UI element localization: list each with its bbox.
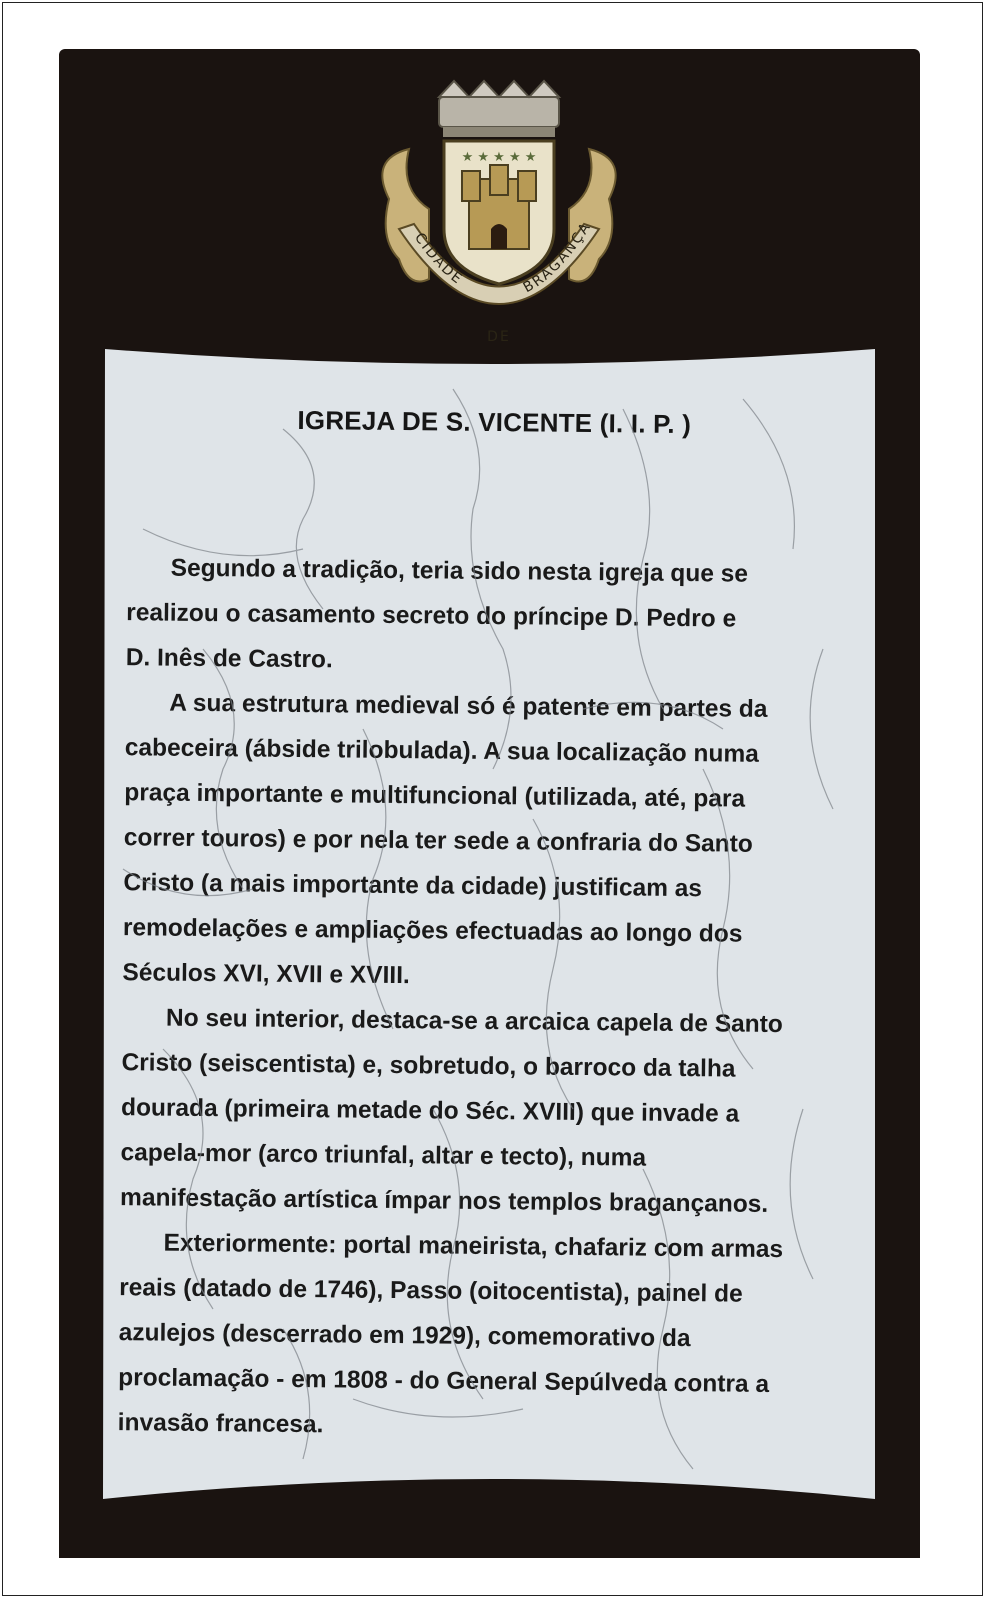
motto-center-text: DE [487,329,511,345]
svg-text:★ ★ ★ ★ ★: ★ ★ ★ ★ ★ [461,150,537,165]
motto-right-text: BRAGANÇA [520,218,595,297]
plaque-text-area [97,345,881,1503]
information-plaque [103,349,875,1499]
plaque-title: IGREJA DE S. VICENTE (I. I. P. ) [297,404,692,440]
plaque-body [118,545,887,1453]
paragraph-exterior: Exteriormente: portal maneirista, chafariz com armas reais (datado de 1746), Passo (oitocentista), painel de azulejos (descerrado em 1929), comemorativo da proclamação - em 1808 - do General Sepúlveda contra a invasão francesa. [117,1229,784,1439]
coat-of-arms-crest [369,79,629,359]
dark-wooden-board [59,49,920,1558]
motto-left-text: CIDADE [411,230,466,289]
paragraph-tradition: Segundo a tradição, teria sido nesta igreja que se realizou o casamento secreto do príncipe D. Pedro e D. Inês de Castro. [125,554,749,674]
paragraph-interior: No seu interior, destaca-se a arcaica capela de Santo Cristo (seiscentista) e, sobretudo, o barroco da talha dourada (primeira metade do Séc. XVIII) que invade a capela-mor (arco triunfal, altar e tecto), numa manifestação artística ímpar nos templos bragançanos. [119,1004,783,1218]
paragraph-structure: A sua estrutura medieval só é patente em partes da cabeceira (ábside trilobulada). A sua localização numa praça importante e multifuncional (utilizada, até, para correr touros) e por nela ter sede a confraria do Santo Cristo (a mais importante da cidade) justificam as remodelações e ampliações efectuadas ao longo dos Séculos XVI, XVII e XVIII. [122,689,768,990]
photo-frame [2,2,983,1596]
